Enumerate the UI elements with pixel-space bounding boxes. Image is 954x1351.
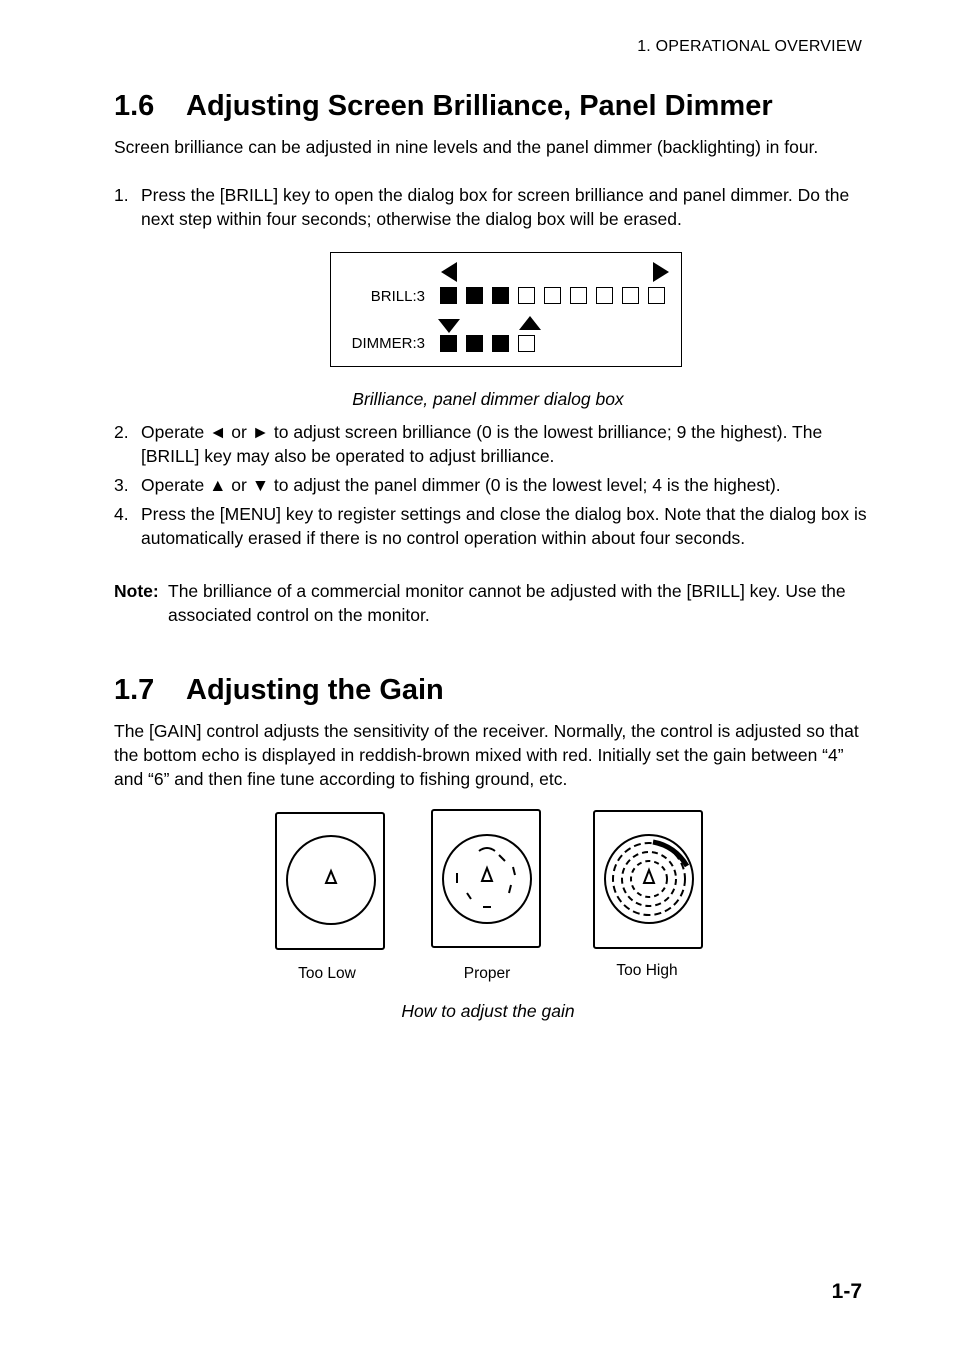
up-arrow-icon — [518, 314, 542, 332]
level-square-empty — [544, 287, 561, 304]
list-item-text: Press the [BRILL] key to open the dialog box for screen brilliance and panel dimmer. Do the next step within four seconds; otherwise the dialog box will be erased. — [141, 185, 850, 229]
list-item-number: 3. — [114, 475, 129, 495]
list-item — [114, 183, 874, 231]
section-title: Adjusting the Gain — [186, 674, 444, 706]
list-item-text: Press the [MENU] key to register settings and close the dialog box. Note that the dialog box is automatically erased if there is no control operation within about four seconds. — [141, 504, 867, 548]
brilliance-dimmer-dialog — [330, 252, 682, 367]
gain-panel-too-low — [275, 812, 385, 950]
note-label: Note: — [114, 581, 159, 601]
running-header: 1. OPERATIONAL OVERVIEW — [637, 38, 862, 55]
panel-label-too-high: Too High — [616, 962, 678, 979]
section-1-6-heading — [114, 90, 773, 123]
list-item-number: 2. — [114, 422, 129, 442]
section-1-7-intro: The [GAIN] control adjusts the sensitivity of the receiver. Normally, the control is adjusted so that the bottom echo is displayed in reddish-brown mixed with red. Initially set the gain between “4” and “6” and then fine tune according to fishing ground, etc. — [114, 721, 859, 789]
list-item-number: 1. — [114, 185, 129, 205]
list-item — [114, 473, 874, 497]
brill-label: BRILL:3 — [370, 288, 425, 305]
section-number: 1.6 — [114, 90, 155, 122]
list-item-text: Operate ◄ or ► to adjust screen brilliance (0 is the lowest brilliance; 9 the highest). The [BRILL] key may also be operated to adjust brilliance. — [141, 422, 823, 466]
gain-panel-too-high — [593, 810, 703, 949]
level-square-empty — [596, 287, 613, 304]
section-number: 1.7 — [114, 674, 155, 706]
section-1-7-heading — [114, 674, 444, 707]
list-item — [114, 420, 874, 468]
echo-display-icon — [433, 811, 539, 946]
level-square-filled — [492, 287, 509, 304]
level-square-filled — [466, 287, 483, 304]
level-square-filled — [440, 287, 457, 304]
list-item-text: Operate ▲ or ▼ to adjust the panel dimmer (0 is the lowest level; 4 is the highest). — [141, 475, 781, 495]
note-text: The brilliance of a commercial monitor cannot be adjusted with the [BRILL] key. Use the associated control on the monitor. — [168, 581, 846, 625]
section-1-6-intro: Screen brilliance can be adjusted in nine levels and the panel dimmer (backlighting) in four. — [114, 137, 819, 157]
list-item — [114, 502, 874, 550]
level-square-filled — [466, 335, 483, 352]
level-square-filled — [440, 335, 457, 352]
level-square-filled — [492, 335, 509, 352]
echo-display-icon — [277, 814, 383, 948]
dialog-caption: Brilliance, panel dimmer dialog box — [352, 389, 624, 409]
level-square-empty — [570, 287, 587, 304]
gain-caption: How to adjust the gain — [401, 1001, 575, 1021]
note — [114, 579, 874, 627]
left-arrow-icon — [439, 261, 459, 283]
level-square-empty — [648, 287, 665, 304]
level-square-empty — [518, 287, 535, 304]
down-arrow-icon — [437, 317, 461, 335]
echo-display-icon — [595, 812, 701, 947]
dimmer-label: DIMMER:3 — [351, 335, 425, 352]
panel-label-too-low: Too Low — [298, 965, 356, 982]
panel-label-proper: Proper — [463, 965, 511, 982]
list-item-number: 4. — [114, 504, 129, 524]
level-square-empty — [622, 287, 639, 304]
right-arrow-icon — [651, 261, 671, 283]
gain-panel-proper — [431, 809, 541, 948]
level-square-empty — [518, 335, 535, 352]
section-title: Adjusting Screen Brilliance, Panel Dimmer — [186, 90, 773, 122]
page-number: 1-7 — [831, 1280, 862, 1303]
